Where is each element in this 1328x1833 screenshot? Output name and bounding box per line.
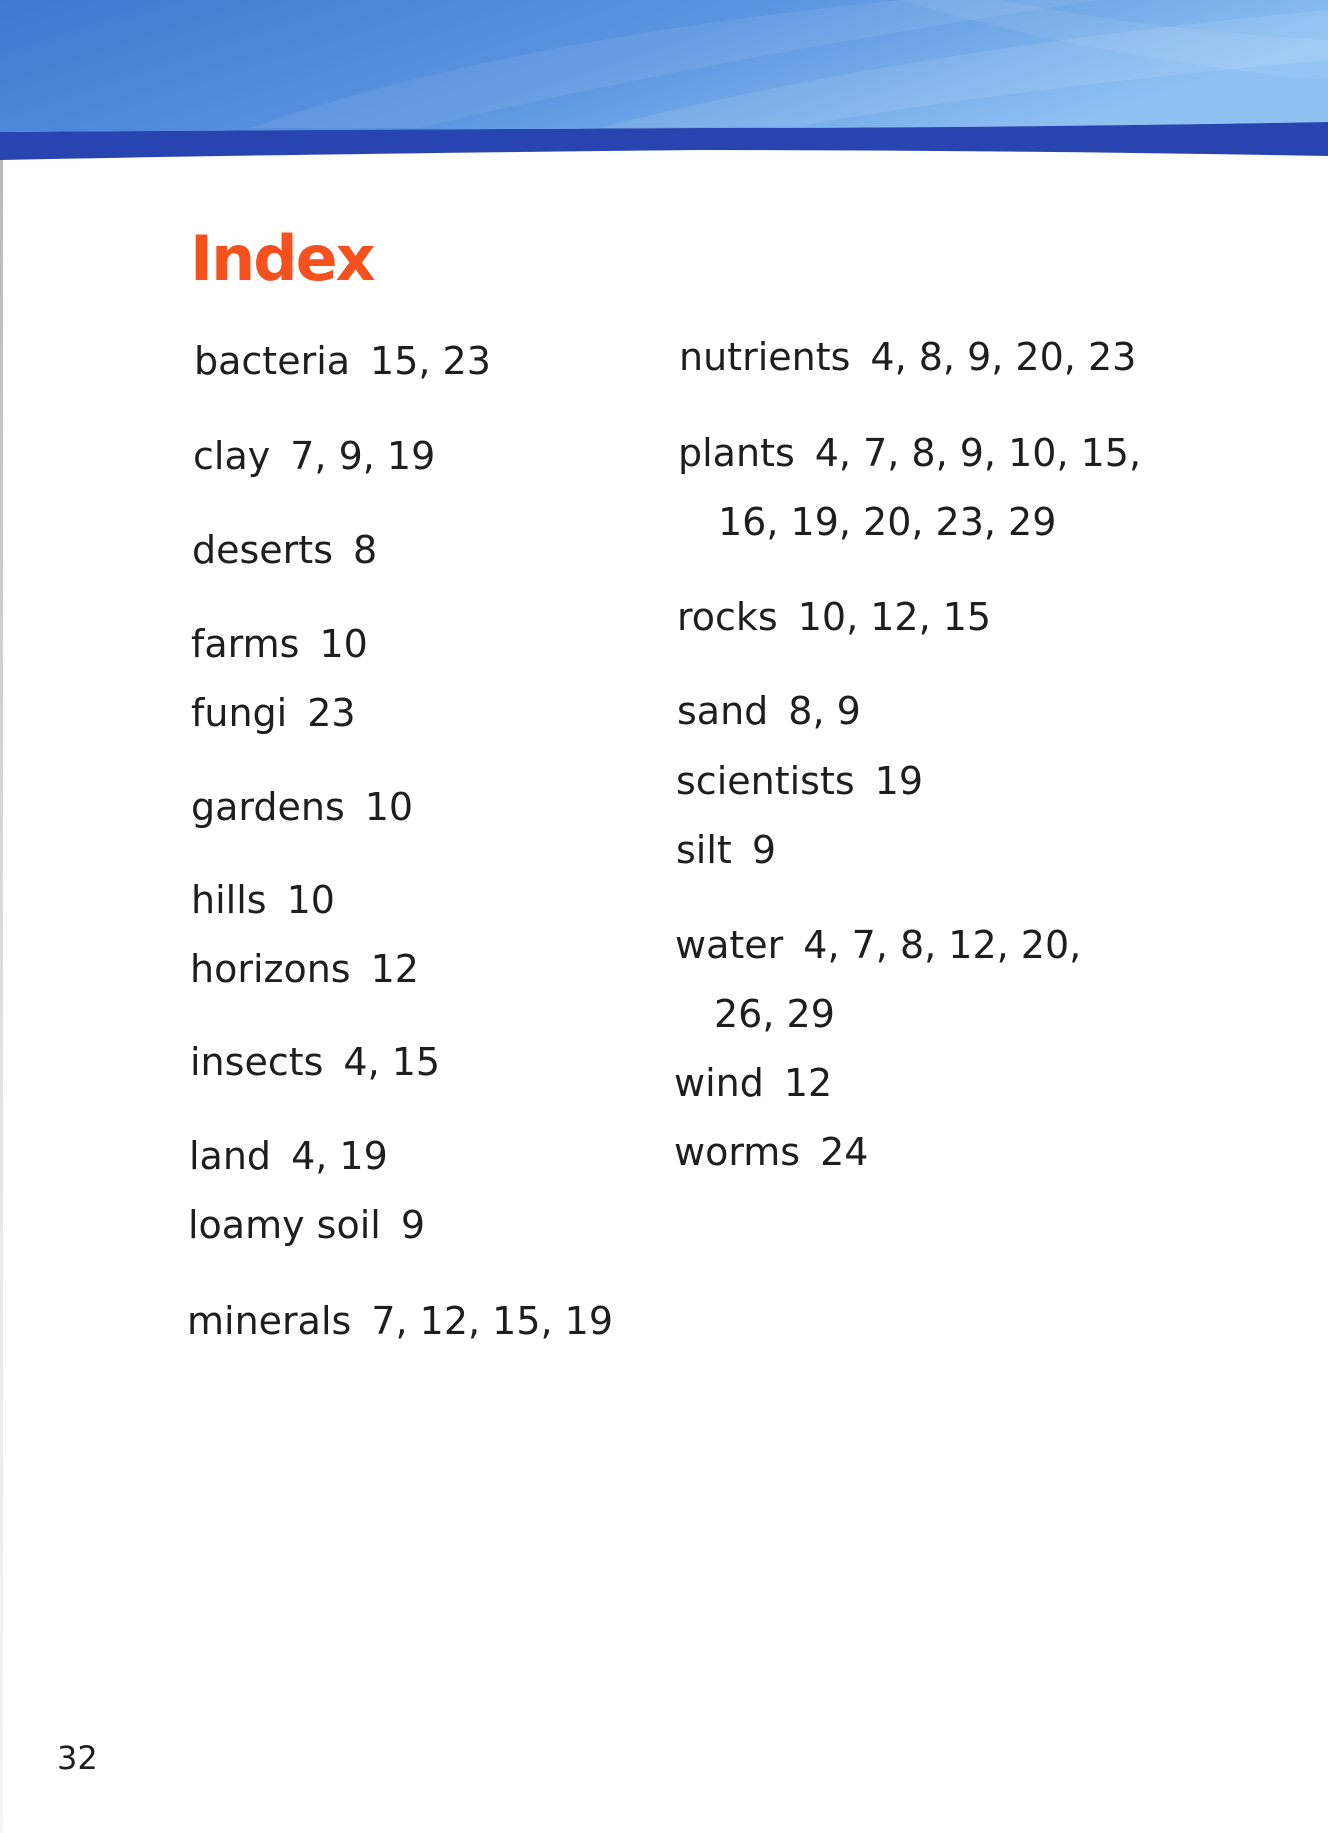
- index-entry-deserts: [192, 528, 378, 572]
- index-pages: 8, 9: [788, 689, 861, 733]
- index-entry-nutrients: [679, 335, 1137, 379]
- index-pages: 4, 7, 8, 9, 10, 15,: [814, 431, 1142, 475]
- index-pages: 15, 23: [370, 339, 491, 383]
- index-pages: 4, 8, 9, 20, 23: [870, 335, 1137, 379]
- index-term: rocks: [677, 595, 778, 639]
- index-pages: 9: [400, 1203, 426, 1247]
- index-term: nutrients: [679, 335, 851, 379]
- index-entry-minerals: [187, 1299, 614, 1343]
- index-entry-fungi: [191, 691, 356, 735]
- index-term: plants: [678, 431, 795, 475]
- index-entry-sand: [677, 689, 861, 733]
- index-pages: 4, 15: [343, 1040, 441, 1084]
- index-pages: 10: [364, 785, 414, 829]
- index-pages: 19: [874, 759, 924, 803]
- index-pages: 4, 19: [291, 1134, 388, 1178]
- index-term: horizons: [190, 947, 351, 991]
- header-banner-graphic: [0, 0, 1328, 160]
- index-entry-insects: [190, 1040, 441, 1084]
- index-term: insects: [190, 1040, 324, 1084]
- index-entry-wind: [674, 1061, 833, 1105]
- index-entry-water: [675, 923, 1082, 967]
- index-pages: 10: [286, 878, 335, 922]
- index-pages-continued: 26, 29: [714, 992, 835, 1036]
- index-term: clay: [193, 434, 271, 478]
- index-entry-rocks: [677, 595, 992, 639]
- page-edge: [0, 160, 3, 1833]
- index-pages: 7, 12, 15, 19: [371, 1299, 614, 1343]
- index-pages: 10, 12, 15: [797, 595, 992, 639]
- index-pages: 4, 7, 8, 12, 20,: [803, 923, 1082, 967]
- index-entry-silt: [676, 828, 776, 872]
- index-pages: 24: [820, 1130, 869, 1174]
- index-entry-bacteria: [194, 339, 491, 383]
- index-pages: 9: [751, 828, 776, 872]
- index-term: gardens: [191, 785, 345, 829]
- index-entry-plants: [678, 431, 1142, 475]
- header-banner: [0, 0, 1328, 160]
- index-entry-worms: [674, 1130, 869, 1174]
- index-entry-horizons: [190, 947, 419, 991]
- index-pages: 10: [319, 622, 368, 666]
- index-entry-hills: [191, 878, 335, 922]
- page-title: Index: [190, 222, 374, 295]
- index-entry-scientists: [676, 759, 924, 803]
- index-term: scientists: [676, 759, 855, 803]
- index-pages: 7, 9, 19: [290, 434, 436, 478]
- index-pages: 12: [370, 947, 419, 991]
- index-entry-gardens: [191, 785, 414, 829]
- index-term: land: [189, 1134, 272, 1178]
- index-term: sand: [677, 689, 769, 733]
- index-term: worms: [674, 1130, 801, 1174]
- index-entry-loamy-soil: [188, 1203, 426, 1247]
- index-pages-continued: 16, 19, 20, 23, 29: [718, 500, 1057, 544]
- index-term: deserts: [192, 528, 333, 572]
- index-term: loamy soil: [188, 1203, 381, 1247]
- index-entry-farms: [191, 622, 368, 666]
- index-pages: 8: [353, 528, 378, 572]
- index-term: water: [675, 923, 784, 967]
- index-entry-land: [189, 1134, 388, 1178]
- index-term: hills: [191, 878, 267, 922]
- index-term: wind: [674, 1061, 764, 1105]
- index-entry-clay: [193, 434, 436, 478]
- page-number: 32: [57, 1739, 98, 1777]
- index-term: farms: [191, 622, 300, 666]
- index-pages: 23: [307, 691, 356, 735]
- index-term: fungi: [191, 691, 288, 735]
- index-term: silt: [676, 828, 732, 872]
- index-pages: 12: [783, 1061, 833, 1105]
- index-term: bacteria: [194, 339, 351, 383]
- index-term: minerals: [187, 1299, 352, 1343]
